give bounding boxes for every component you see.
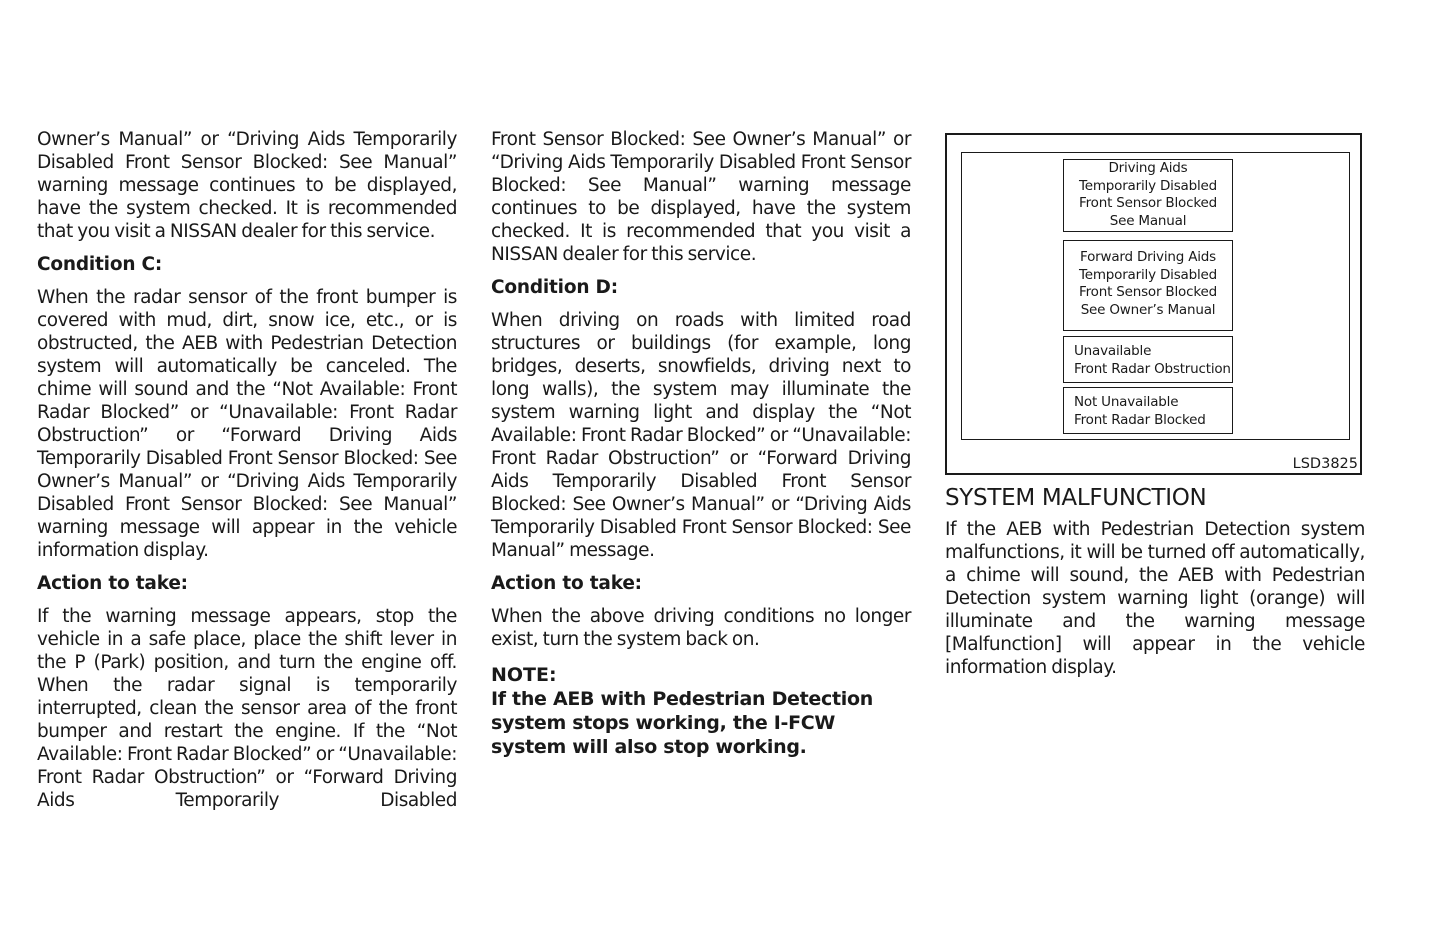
message-line: Driving Aids (1108, 160, 1188, 176)
action-paragraph-left: If the warning message appears, stop the vehicle in a safe place, place the shift lever in the P (Park) position, and turn the engine off. When the radar signal is temporarily interrupted, clean the sensor area of the front bumper and restart the engine. If the “Not Available: Front Radar Blocked” or “Unavailable: Front Radar Obstruction” or “Forward Driving Aids Temporarily Disabled (37, 606, 457, 811)
condition-c-paragraph: When the radar sensor of the front bumper is covered with mud, dirt, snow ice, etc., or is obstructed, the AEB with Pedestrian Detection system will automatically be canceled. The chime will sound and the “Not Available: Front Radar Blocked” or “Unavailable: Front Radar Obstruction” or “Forward Driving Aids Temporarily Disabled Front Sensor Blocked: See Owner’s Manual” or “Driving Aids Temporarily Disabled Front Sensor Blocked: See Manual” warning message will appear in the vehicle information display. (37, 287, 457, 561)
condition-d-heading: Condition D: (491, 277, 618, 298)
action-heading-middle: Action to take: (491, 573, 642, 594)
column-middle (491, 128, 911, 759)
message-line: Unavailable (1074, 343, 1152, 359)
action-heading-left: Action to take: (37, 573, 188, 594)
message-line: Front Radar Blocked (1074, 411, 1206, 428)
message-line: See Owner’s Manual (1080, 301, 1216, 318)
message-line: Temporarily Disabled (1078, 266, 1218, 283)
intro-paragraph-middle: Front Sensor Blocked: See Owner’s Manual” or “Driving Aids Temporarily Disabled Front Sensor Blocked: See Manual” warning message continues to be displayed, have the system checked. It is recommended that you visit a NISSAN dealer for this service. (491, 129, 911, 265)
note-label: NOTE: (491, 664, 557, 686)
section-title-system-malfunction: SYSTEM MALFUNCTION (945, 485, 1207, 511)
message-line: See Manual (1109, 212, 1187, 229)
message-line: Temporarily Disabled (1078, 177, 1218, 194)
message-box-forward-driving-aids (1063, 240, 1233, 331)
message-box-driving-aids (1063, 159, 1233, 232)
system-malfunction-paragraph: If the AEB with Pedestrian Detection system malfunctions, it will be turned off automatically, a chime will sound, the AEB with Pedestrian Detection system warning light (orange) will illuminate and the warning message [Malfunction] will appear in the vehicle information display. (945, 519, 1365, 678)
message-line: Front Radar Obstruction (1074, 360, 1231, 377)
message-line: Front Sensor Blocked (1079, 284, 1217, 300)
column-right (945, 484, 1365, 679)
figure-code: LSD3825 (1292, 456, 1358, 472)
display-screen-frame (961, 152, 1350, 440)
intro-paragraph-left: Owner’s Manual” or “Driving Aids Temporarily Disabled Front Sensor Blocked: See Manual” warning message continues to be displayed, have the system checked. It is recommended that you visit a NISSAN dealer for this service. (37, 129, 457, 242)
message-line: Forward Driving Aids (1079, 249, 1217, 265)
condition-c-heading: Condition C: (37, 254, 163, 275)
message-box-unavailable (1063, 336, 1233, 383)
action-paragraph-middle: When the above driving conditions no longer exist, turn the system back on. (491, 606, 911, 650)
column-left (37, 128, 457, 812)
message-box-not-unavailable (1063, 387, 1233, 434)
condition-d-paragraph: When driving on roads with limited road structures or buildings (for example, long bridges, deserts, snowfields, driving next to long walls), the system may illuminate the system warning light and display the “Not Available: Front Radar Blocked” or “Unavailable: Front Radar Obstruction” or “Forward Driving Aids Temporarily Disabled Front Sensor Blocked: See Owner’s Manual” or “Driving Aids Temporarily Disabled Front Sensor Blocked: See Manual” message. (491, 310, 911, 561)
note-text: If the AEB with Pedestrian Detection system stops working, the I-FCW system will also stop working. (491, 688, 873, 758)
message-line: Not Unavailable (1074, 394, 1179, 410)
warning-messages-figure (945, 133, 1362, 475)
message-line: Front Sensor Blocked (1079, 195, 1217, 211)
